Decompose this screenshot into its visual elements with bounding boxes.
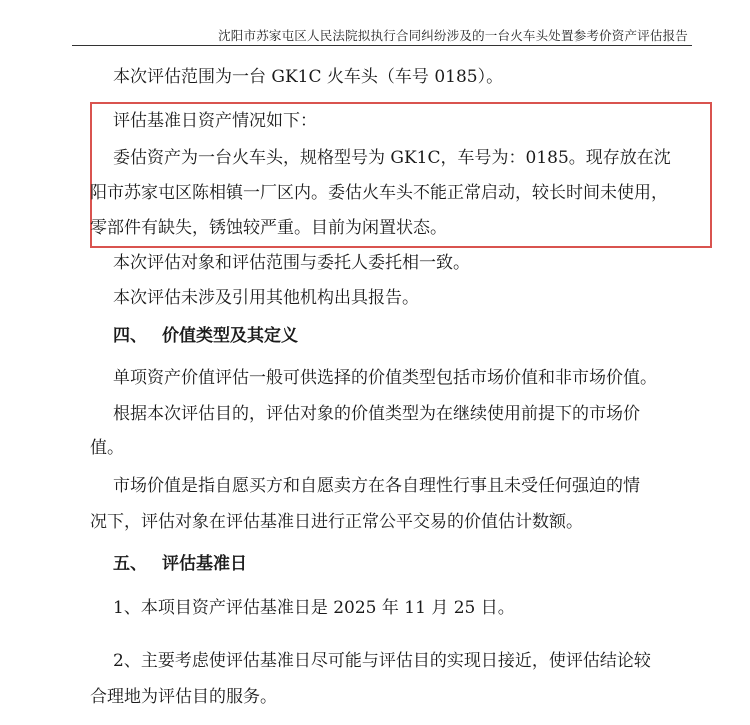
asset-description-line-3: 零部件有缺失，锈蚀较严重。目前为闲置状态。 bbox=[90, 218, 447, 238]
value-type-definition-line-2: 值。 bbox=[90, 438, 124, 458]
base-date-item-2-line-2: 合理地为评估目的服务。 bbox=[90, 687, 277, 707]
asset-description-line-1: 委估资产为一台火车头，规格型号为 GK1C，车号为：0185。现存放在沈 bbox=[113, 148, 671, 168]
market-value-definition-line-1: 市场价值是指自愿买方和自愿卖方在各自理性行事且未受任何强迫的情 bbox=[113, 476, 640, 496]
report-header-title: 沈阳市苏家屯区人民法院拟执行合同纠纷涉及的一台火车头处置参考价资产评估报告 bbox=[218, 28, 688, 43]
no-other-reports-paragraph: 本次评估未涉及引用其他机构出具报告。 bbox=[113, 288, 419, 308]
base-date-status-heading: 评估基准日资产情况如下： bbox=[113, 111, 317, 131]
value-type-definition-line-1: 根据本次评估目的，评估对象的价值类型为在继续使用前提下的市场价 bbox=[113, 404, 640, 424]
base-date-item-1: 1、本项目资产评估基准日是 2025 年 11 月 25 日。 bbox=[113, 598, 515, 618]
asset-description-line-2: 阳市苏家屯区陈相镇一厂区内。委估火车头不能正常启动，较长时间未使用， bbox=[90, 183, 668, 203]
header-divider bbox=[72, 45, 692, 46]
section-4-title: 价值类型及其定义 bbox=[162, 326, 298, 346]
scope-consistency-paragraph: 本次评估对象和评估范围与委托人委托相一致。 bbox=[113, 253, 470, 273]
section-5-number: 五、 bbox=[113, 554, 147, 574]
base-date-item-2-line-1: 2、主要考虑使评估基准日尽可能与评估目的实现日接近，使评估结论较 bbox=[113, 651, 651, 671]
section-5-title: 评估基准日 bbox=[162, 554, 247, 574]
scope-paragraph: 本次评估范围为一台 GK1C 火车头（车号 0185）。 bbox=[113, 67, 504, 87]
market-value-definition-line-2: 况下，评估对象在评估基准日进行正常公平交易的价值估计数额。 bbox=[90, 512, 583, 532]
value-types-paragraph: 单项资产价值评估一般可供选择的价值类型包括市场价值和非市场价值。 bbox=[113, 368, 657, 388]
section-4-number: 四、 bbox=[113, 326, 147, 346]
